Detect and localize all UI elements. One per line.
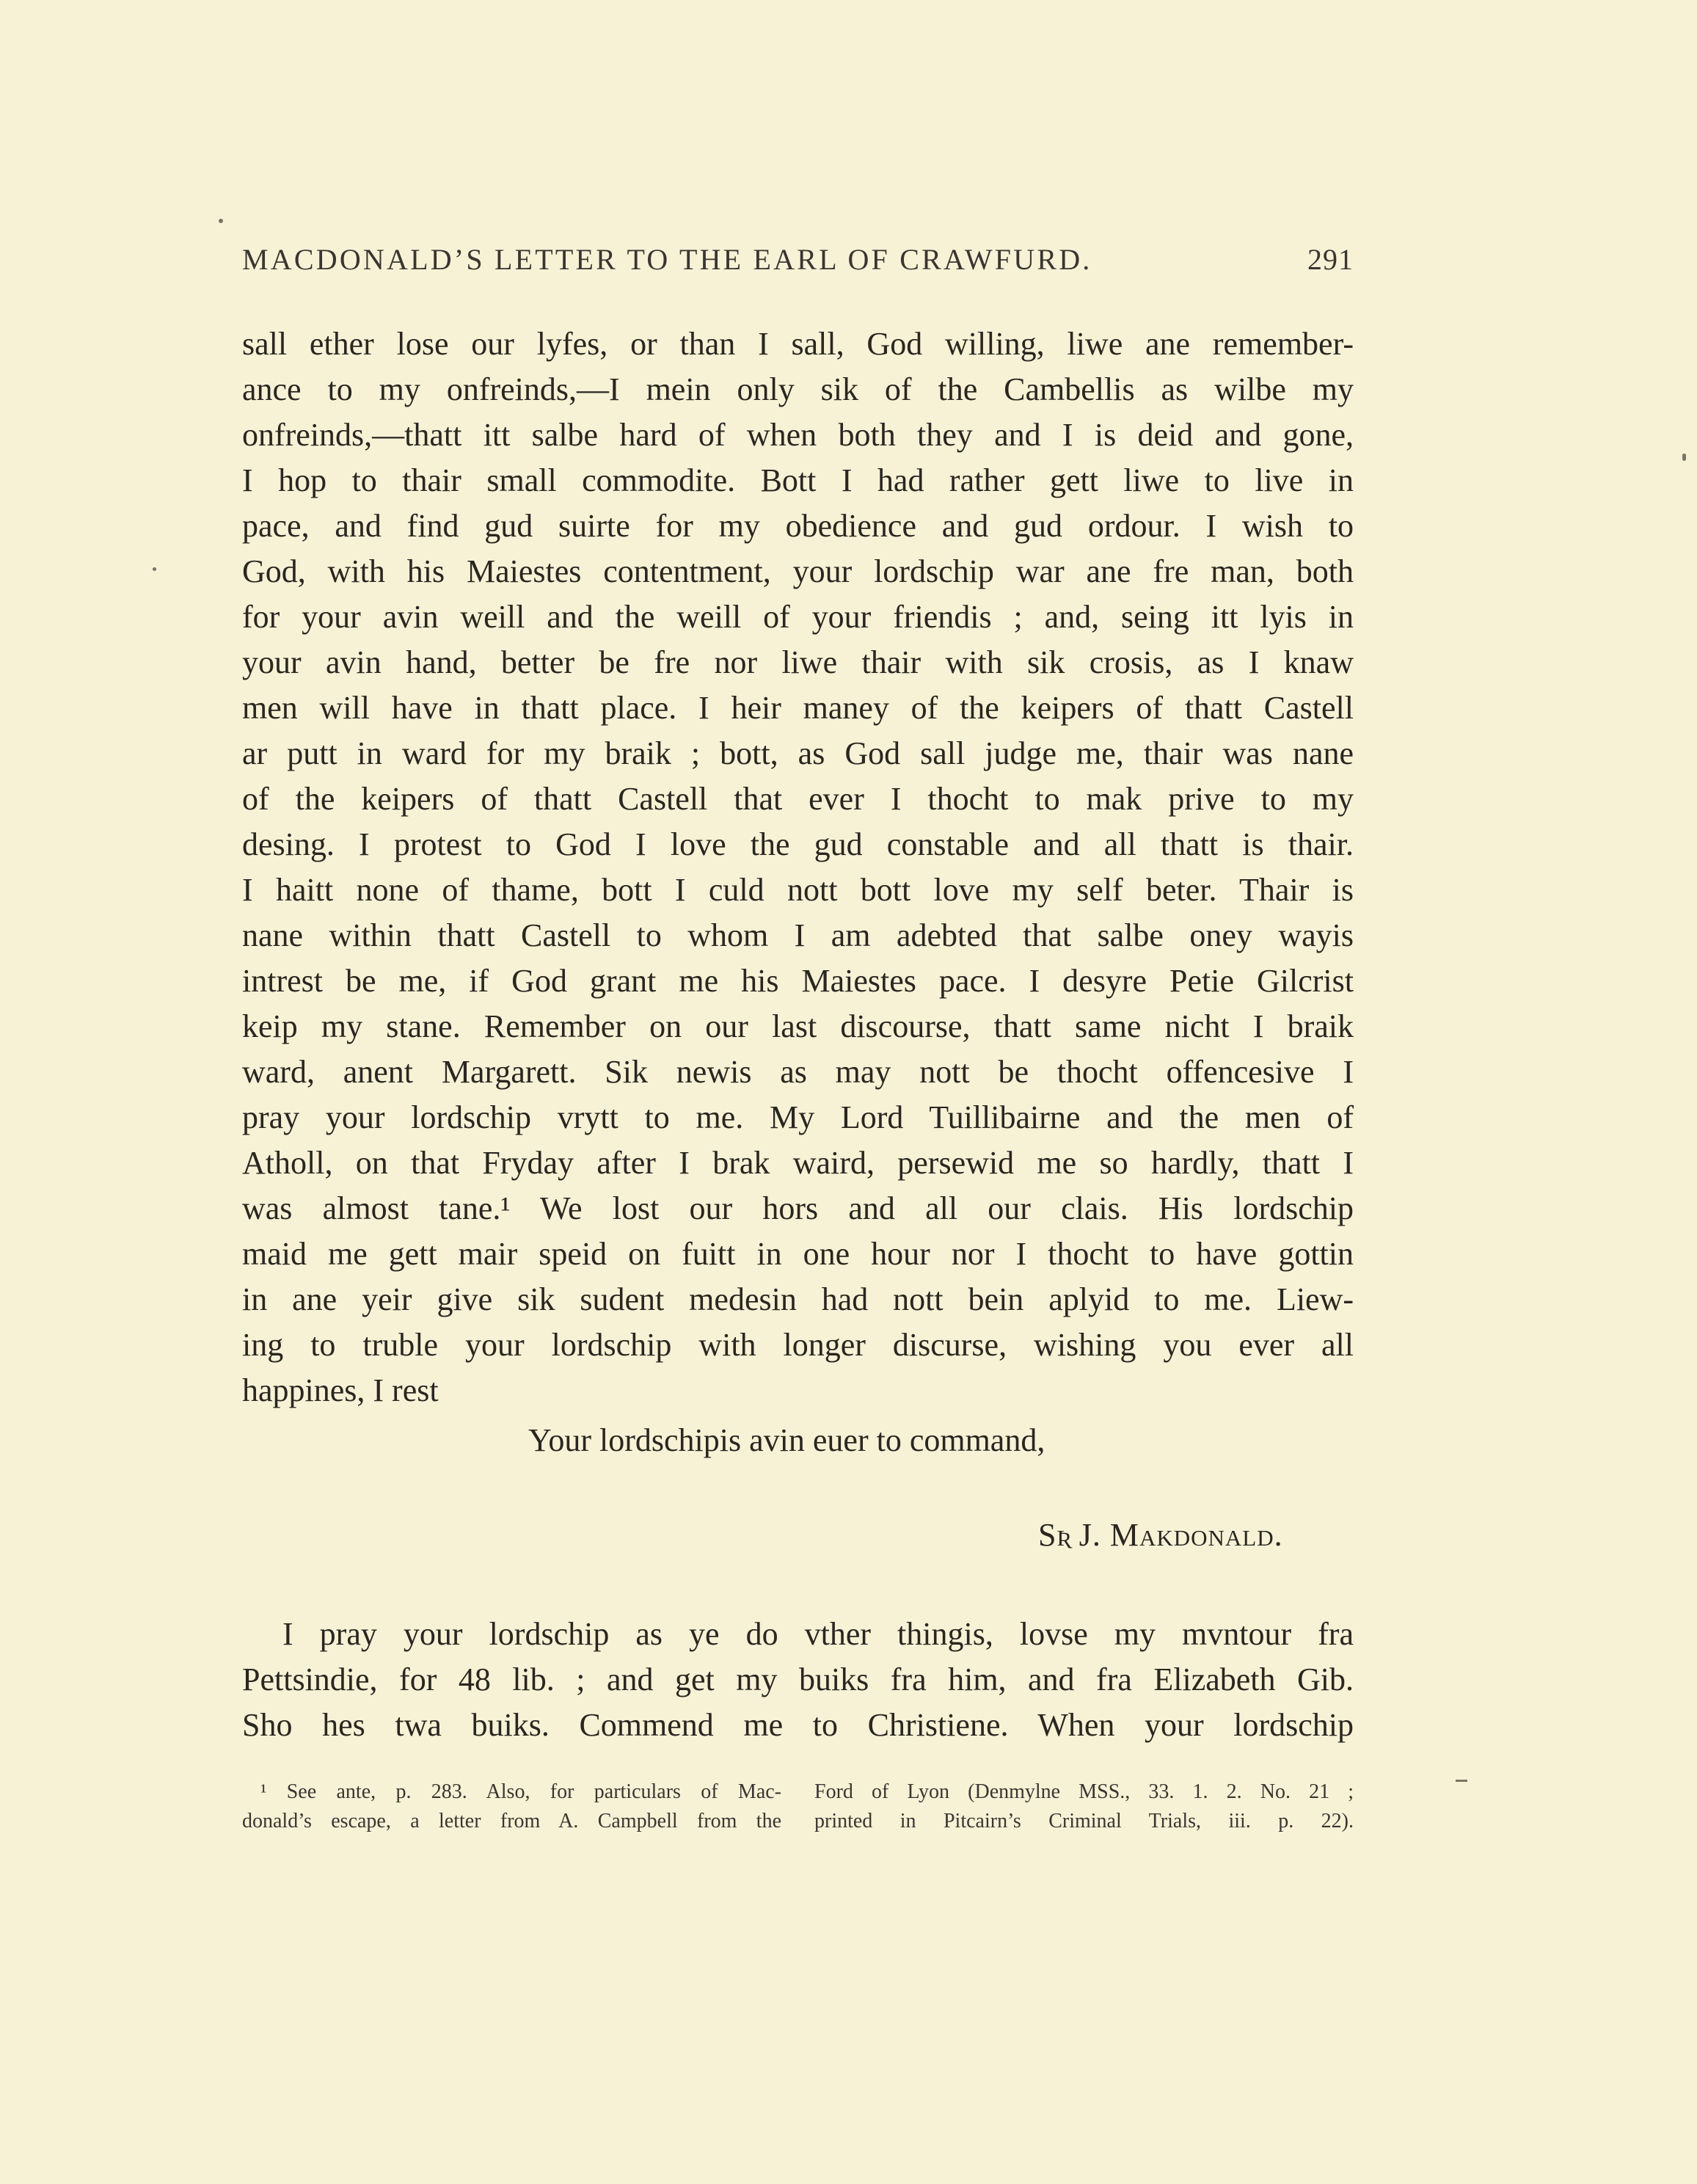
letter-signature: Sʀ J. Makdonald. (1038, 1517, 1283, 1553)
body-line: onfreinds,—thatt itt salbe hard of when both they and I is deid and gone, (242, 417, 1354, 453)
body-line: pray your lordschip vrytt to me. My Lord Tuillibairne and the men of (242, 1099, 1354, 1135)
footnote-line: Ford of Lyon (Denmylne MSS., 33. 1. 2. No. 21 ; (814, 1780, 1354, 1803)
body-line: for your avin weill and the weill of your friendis ; and, seing itt lyis in (242, 599, 1354, 635)
postscript (242, 1612, 1354, 1748)
body-line: maid me gett mair speid on fuitt in one hour nor I thocht to have gottin (242, 1236, 1354, 1272)
footnote-column-right (814, 1777, 1354, 1836)
page-number: 291 (1307, 243, 1354, 276)
footnote-line: printed in Pitcairn’s Criminal Trials, iii. p. 22). (814, 1810, 1354, 1832)
postscript-line: Sho hes twa buiks. Commend me to Christiene. When your lordschip (242, 1707, 1354, 1743)
footnote-column-left (242, 1777, 781, 1836)
body-line: ar putt in ward for my braik ; bott, as God sall judge me, thair was nane (242, 735, 1354, 771)
body-line: I hop to thair small commodite. Bott I had rather gett liwe to live in (242, 462, 1354, 498)
scan-speck (153, 567, 156, 571)
body-line: men will have in thatt place. I heir maney of the keipers of thatt Castell (242, 690, 1354, 726)
body-line: keip my stane. Remember on our last discourse, thatt same nicht I braik (242, 1008, 1354, 1044)
postscript-line: I pray your lordschip as ye do vther thingis, lovse my mvntour fra (282, 1616, 1354, 1652)
body-line: happines, I rest (242, 1372, 439, 1408)
body-line: Atholl, on that Fryday after I brak waird, persewid me so hardly, thatt I (242, 1145, 1354, 1181)
body-line: ing to truble your lordschip with longer discurse, wishing you ever all (242, 1327, 1354, 1363)
body-line: ward, anent Margarett. Sik newis as may nott be thocht offencesive I (242, 1054, 1354, 1090)
body-line: nane within thatt Castell to whom I am adebted that salbe oney wayis (242, 917, 1354, 953)
body-line: sall ether lose our lyfes, or than I sall, God willing, liwe ane remember- (242, 326, 1354, 362)
body-line: pace, and find gud suirte for my obedience and gud ordour. I wish to (242, 508, 1354, 544)
postscript-line: Pettsindie, for 48 lib. ; and get my buiks fra him, and fra Elizabeth Gib. (242, 1661, 1354, 1697)
letter-closing: Your lordschipis avin euer to command, (528, 1422, 1045, 1458)
body-line: of the keipers of thatt Castell that ever I thocht to mak prive to my (242, 781, 1354, 817)
footnotes (242, 1777, 1354, 1836)
body-line: your avin hand, better be fre nor liwe thair with sik crosis, as I knaw (242, 644, 1354, 680)
scan-speck (1456, 1780, 1467, 1782)
letter-body (242, 321, 1354, 1413)
footnote-line: ¹ See ante, p. 283. Also, for particulars of Mac- (260, 1780, 781, 1803)
scan-speck (1682, 454, 1686, 461)
footnote-line: donald’s escape, a letter from A. Campbell from the (242, 1810, 781, 1832)
body-line: intrest be me, if God grant me his Maiestes pace. I desyre Petie Gilcrist (242, 963, 1354, 999)
scan-speck (219, 219, 223, 223)
running-head-title: MACDONALD’S LETTER TO THE EARL OF CRAWFURD. (242, 243, 1092, 276)
running-head (242, 242, 1354, 277)
body-line: in ane yeir give sik sudent medesin had nott bein aplyid to me. Liew- (242, 1281, 1354, 1317)
body-line: ance to my onfreinds,—I mein only sik of the Cambellis as wilbe my (242, 371, 1354, 407)
body-line: was almost tane.¹ We lost our hors and all our clais. His lordschip (242, 1190, 1354, 1226)
body-line: God, with his Maiestes contentment, your lordschip war ane fre man, both (242, 553, 1354, 589)
body-line: desing. I protest to God I love the gud constable and all thatt is thair. (242, 826, 1354, 862)
body-line: I haitt none of thame, bott I culd nott bott love my self beter. Thair is (242, 872, 1354, 908)
